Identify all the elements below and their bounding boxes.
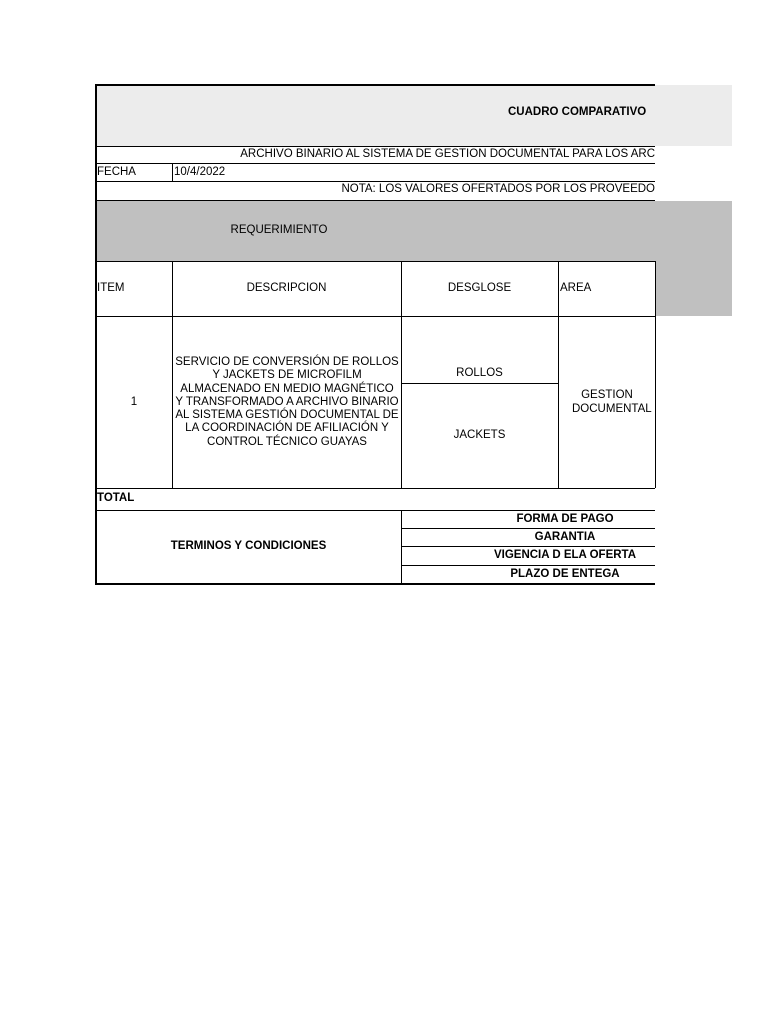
line-col-desc [401,261,402,488]
terminos-label: TERMINOS Y CONDICIONES [170,540,327,553]
line-after-requerimiento [96,261,655,262]
line-after-row [96,488,655,489]
line-left [95,84,97,585]
row-area [559,317,655,488]
row-item-number: 1 [130,395,138,408]
fecha-label: FECHA [97,165,136,178]
line-after-fecha [96,181,655,182]
line-after-headers [96,316,655,317]
line-desglose-split [401,383,558,384]
desglose-rollos: ROLLOS [456,367,503,380]
line-col-desglose [558,261,559,488]
line-cond-3 [401,565,655,566]
desglose-jackets: JACKETS [453,429,506,442]
line-cond-left [401,510,402,584]
line-cond-2 [401,546,655,547]
fecha-value: 10/4/2022 [174,165,226,178]
col-header-desglose: DESGLOSE [447,282,512,295]
row-area-text: GESTION DOCUMENTAL [572,389,652,415]
line-right [655,261,656,488]
line-after-title [96,146,655,147]
sheet-title: CUADRO COMPARATIVO [508,106,647,119]
total-label: TOTAL [97,492,135,505]
sheet-subtitle: ARCHIVO BINARIO AL SISTEMA DE GESTION DOCUMENTAL PARA LOS ARC [240,148,655,161]
condition-forma-pago: FORMA DE PAGO [516,512,614,525]
col-header-item: ITEM [97,282,125,295]
line-after-subtitle [96,163,655,164]
condition-vigencia: VIGENCIA D ELA OFERTA [493,549,637,562]
col-header-area: AREA [560,282,592,295]
row-description-text: SERVICIO DE CONVERSIÓN DE ROLLOS Y JACKETS DE MICROFILM ALMACENADO EN MEDIO MAGNÉTICO Y TRANSFORMADO A ARCHIVO BINARIO AL SISTEMA GESTIÓN DOCUMENTAL DE LA COORDINACIÓN DE AFILIACIÓN Y CONTROL TÉCNICO GUAYAS [175,355,399,448]
requerimiento-header: REQUERIMIENTO [230,224,328,237]
line-after-nota [96,200,655,201]
row-description [173,317,401,488]
col-header-descripcion: DESCRIPCION [246,282,327,295]
line-after-total [96,510,655,511]
condition-plazo: PLAZO DE ENTEGA [510,567,620,580]
header-band-right [655,261,732,316]
line-bottom [96,583,655,585]
line-cond-1 [401,528,655,529]
line-fecha-split [172,163,173,181]
line-top [96,84,655,86]
line-col-item [172,261,173,488]
nota-text: NOTA: LOS VALORES OFERTADOS POR LOS PROVEEDO [341,183,655,196]
condition-garantia: GARANTIA [534,530,596,543]
